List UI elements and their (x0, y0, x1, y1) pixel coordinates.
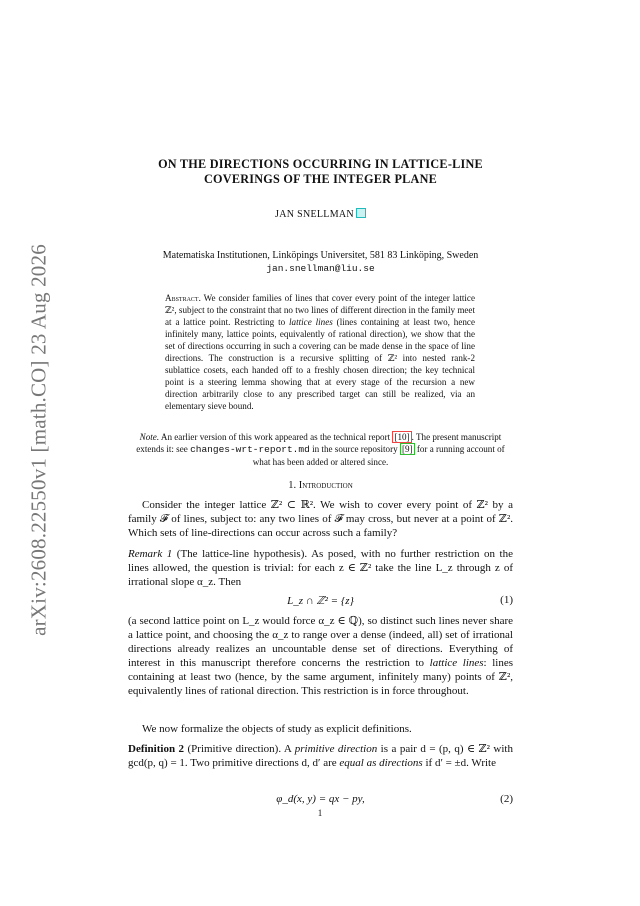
definition-text-c: if d′ = ±d. Write (422, 756, 496, 769)
note-text-d: for a running account of what has been added or altered since. (252, 444, 505, 467)
affiliation-block (128, 249, 513, 275)
section-number: 1. (288, 480, 297, 491)
abstract-text-a: We consider families of lines that cover every point of the integer lattice ℤ², subject to the constraint that no two lines of different direction in the family meet at a lattice point. Restricting to (165, 293, 475, 328)
note-label: Note. (139, 432, 160, 442)
equation-1-number: (1) (500, 594, 513, 606)
changes-file: changes-wrt-report.md (190, 444, 310, 455)
abstract-text-b: (lines containing at least two, hence infinitely many, lattice points, equivalently of rational direction), we show that the set of directions occurring in such a covering can be made dense in the space of line directions. The construction is a recursive splitting of ℤ² into nested rank-2 sublattice cosets, each handed off to a freshly chosen direction; the key technical point is a steering lemma showing that at every stage of the recursion a new direction arbitrarily close to any prescribed target can still be realized, via an elementary sieve bound. (165, 317, 475, 412)
remark-continuation (128, 615, 513, 698)
remark-label: Remark 1 (128, 548, 173, 560)
paper-title (128, 157, 513, 187)
section-heading (128, 480, 513, 491)
note-text-b: . The present manuscript extends it: see (136, 432, 502, 454)
note-text-c: in the source repository (309, 444, 400, 454)
email-link[interactable]: jan.snellman@liu.se (266, 263, 375, 274)
equation-2-number: (2) (500, 793, 513, 805)
note-paragraph (128, 431, 513, 468)
title-line-2: COVERINGS OF THE INTEGER PLANE (203, 172, 437, 186)
definition-text-b: is a pair d = (p, q) ∈ ℤ² with gcd(p, q) = 1. Two primitive directions d, d′ are (128, 743, 513, 769)
remark-text: As posed, with no further restriction on the lines allowed, the question is trivial: for each z ∈ ℤ² take the line L_z through z of irrational slope α_z. Then (128, 548, 513, 588)
equation-1-body: L_z ∩ ℤ² = {z} (287, 595, 354, 607)
definition-text-a: A (281, 743, 295, 755)
para3-emph: lattice lines (429, 656, 484, 669)
definition-title: (Primitive direction). (184, 743, 282, 755)
title-line-1: ON THE DIRECTIONS OCCURRING IN LATTICE-LINE (158, 157, 483, 171)
arxiv-identifier: arXiv:2608.22550v1 [math.CO] 23 Aug 2026 (26, 244, 51, 636)
citation-link-10[interactable]: [10] (394, 432, 410, 442)
definition-emph-2: equal as directions (339, 756, 423, 769)
author-line (128, 208, 513, 220)
definition-2 (128, 743, 513, 771)
intro-paragraph: Consider the integer lattice ℤ² ⊂ ℝ². We wish to cover every point of ℤ² by a family 𝓕 of lines, subject to: any two lines of 𝓕 may cross, but never at a point of ℤ². Which sets of line-directions can occur across such a family? (128, 499, 513, 539)
author-name: JAN SNELLMAN (275, 209, 354, 220)
definitions-intro: We now formalize the objects of study as explicit definitions. (142, 723, 412, 735)
definition-label: Definition 2 (128, 743, 185, 755)
definition-emph-1: primitive direction (294, 743, 378, 755)
affiliation: Matematiska Institutionen, Linköpings Universitet, 581 83 Linköping, Sweden (162, 250, 479, 261)
para3-text-a: (a second lattice point on L_z would force α_z ∈ ℚ), so distinct such lines never share a lattice point, and choosing the α_z to range over a dense (indeed, all) set of irrational directions already realizes an uncountable dense set of directions. Everything of interest in this manuscript therefore concerns the restriction to (128, 615, 513, 669)
note-text-a: An earlier version of this work appeared as the technical report (159, 432, 393, 442)
section-title: Introduction (298, 480, 353, 491)
remark-title: (The lattice-line hypothesis). (172, 548, 308, 560)
abstract-emph: lattice lines (289, 317, 333, 328)
para3-text-b: : lines containing at least two (hence, by the same argument, infinitely many) points of ℤ², equivalently lines of rational direction. This restriction is in force throughout. (128, 656, 513, 697)
abstract (165, 292, 475, 412)
remark-1 (128, 548, 513, 590)
page-number: 1 (317, 808, 323, 818)
arxiv-sidebar (14, 170, 64, 710)
orcid-icon[interactable] (356, 208, 366, 218)
abstract-heading: Abstract. (165, 293, 201, 303)
equation-2-body: φ_d(x, y) = qx − py, (276, 793, 365, 805)
citation-link-9[interactable]: [9] (401, 444, 413, 454)
